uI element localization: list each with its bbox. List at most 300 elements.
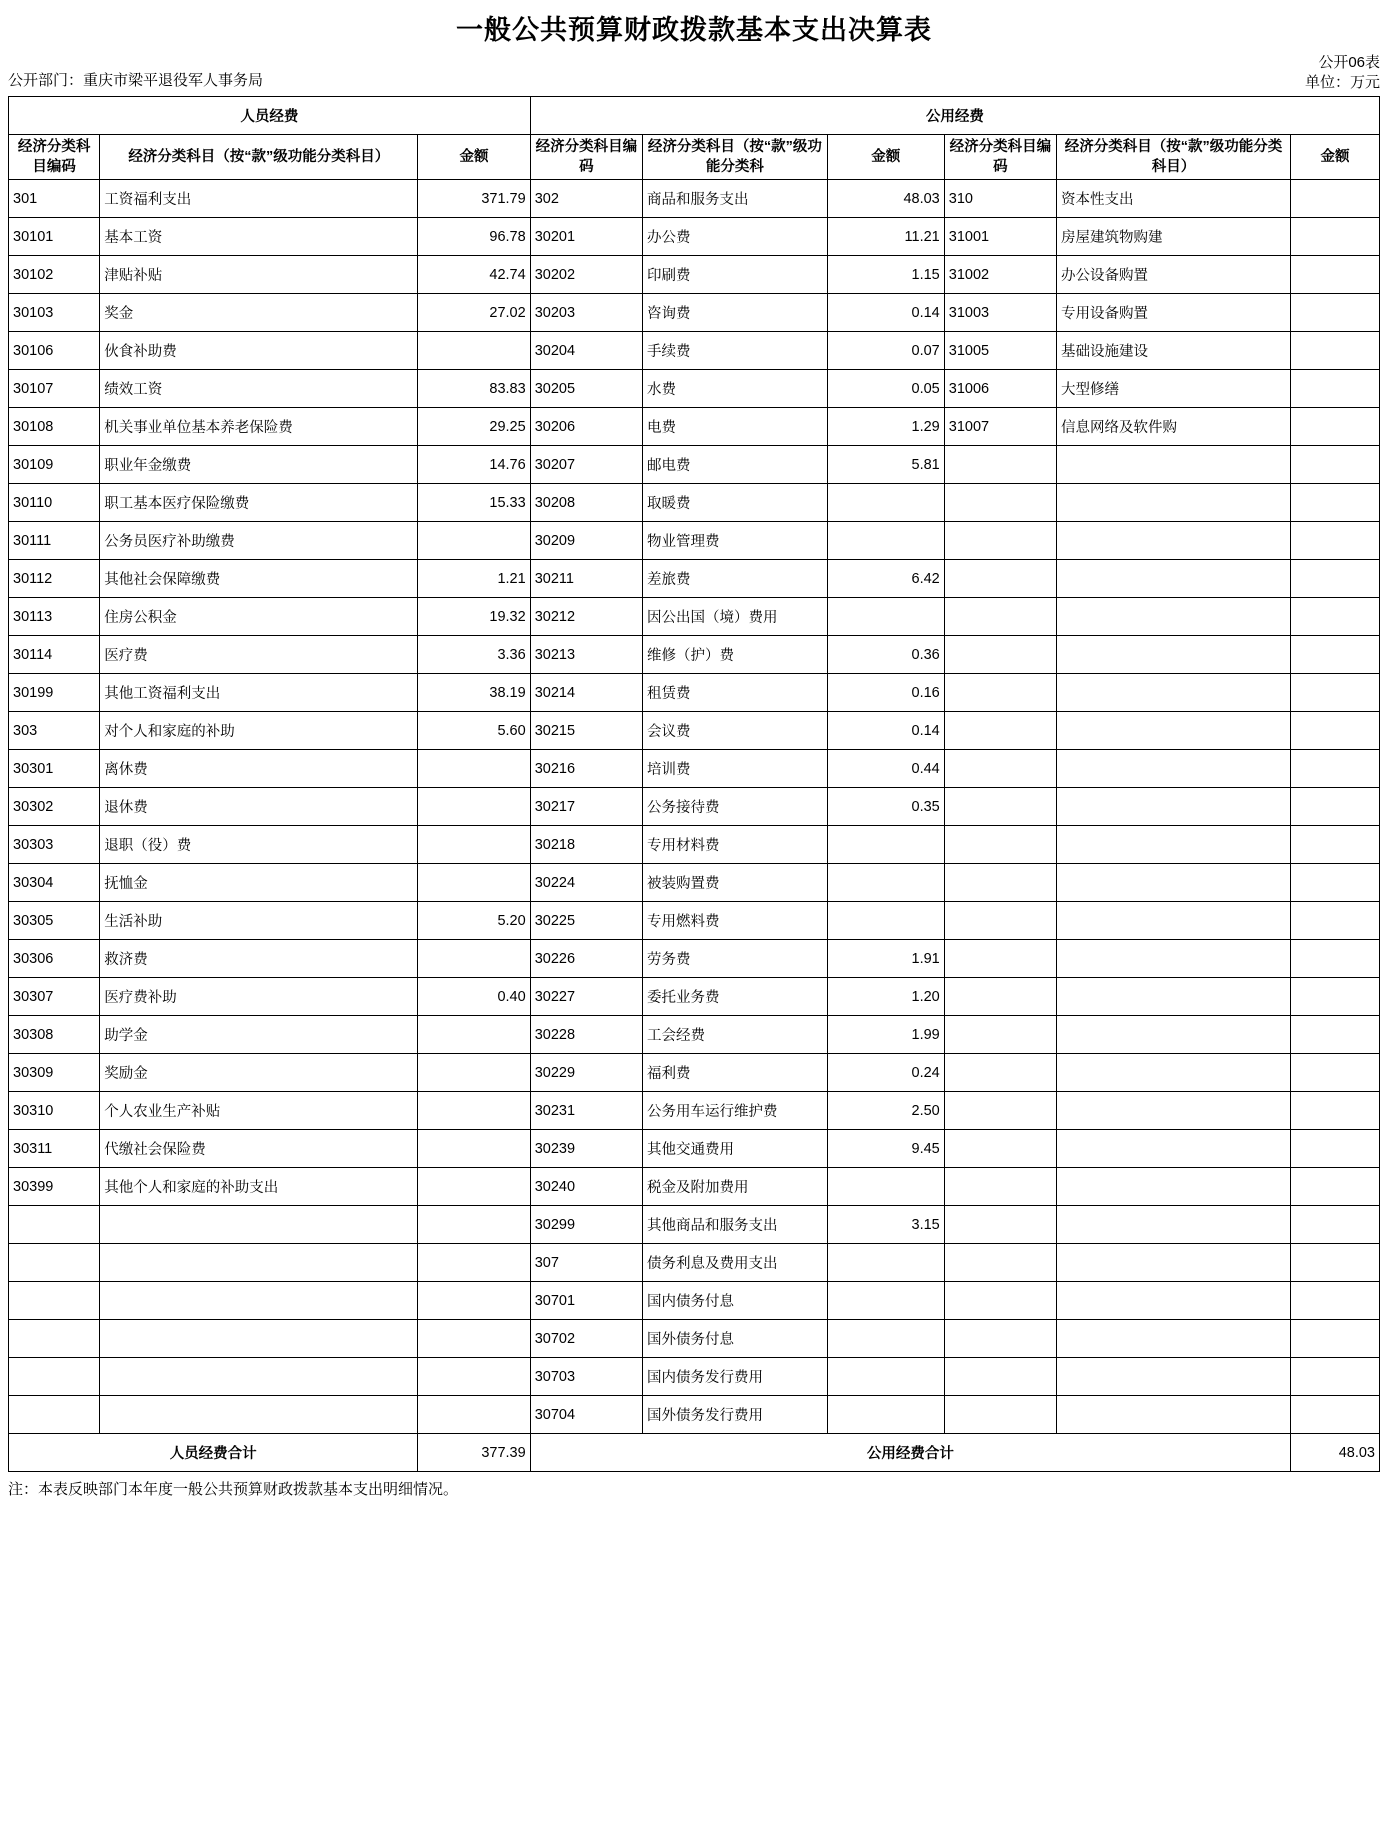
cell-subject-capital [1057,940,1291,978]
cell-subject-capital [1057,978,1291,1016]
header-code-1: 经济分类科目编码 [9,135,100,180]
cell-code-capital [944,864,1056,902]
cell-amount-capital [1290,674,1379,712]
cell-code-capital [944,940,1056,978]
header-code-2: 经济分类科目编码 [530,135,642,180]
table-row [9,636,1380,674]
cell-subject-public: 国外债务发行费用 [642,1396,827,1434]
cell-code-personnel: 30107 [9,370,100,408]
total-personnel-label: 人员经费合计 [9,1434,418,1472]
cell-amount-public [827,864,944,902]
cell-amount-public: 0.44 [827,750,944,788]
cell-amount-public [827,1282,944,1320]
cell-amount-public: 0.16 [827,674,944,712]
table-row [9,484,1380,522]
cell-code-personnel: 30114 [9,636,100,674]
cell-amount-public: 9.45 [827,1130,944,1168]
cell-amount-capital [1290,256,1379,294]
cell-code-personnel: 30304 [9,864,100,902]
table-row [9,1092,1380,1130]
cell-amount-personnel [418,1320,530,1358]
table-row [9,902,1380,940]
cell-subject-capital [1057,446,1291,484]
cell-code-public: 30208 [530,484,642,522]
cell-subject-capital [1057,1282,1291,1320]
cell-code-personnel: 30306 [9,940,100,978]
cell-subject-capital [1057,598,1291,636]
cell-amount-personnel: 42.74 [418,256,530,294]
cell-code-capital [944,1244,1056,1282]
cell-code-personnel: 30101 [9,218,100,256]
table-row [9,598,1380,636]
cell-subject-personnel: 其他工资福利支出 [100,674,418,712]
cell-amount-personnel: 29.25 [418,408,530,446]
table-row [9,978,1380,1016]
cell-code-capital [944,560,1056,598]
cell-subject-public: 培训费 [642,750,827,788]
cell-code-public: 30211 [530,560,642,598]
cell-amount-public: 3.15 [827,1206,944,1244]
table-row [9,1320,1380,1358]
cell-code-public: 30202 [530,256,642,294]
table-row [9,446,1380,484]
cell-amount-personnel: 0.40 [418,978,530,1016]
cell-code-personnel: 30113 [9,598,100,636]
cell-amount-personnel: 14.76 [418,446,530,484]
table-row [9,256,1380,294]
table-row [9,864,1380,902]
cell-amount-public: 1.15 [827,256,944,294]
table-row [9,788,1380,826]
cell-subject-public: 专用材料费 [642,826,827,864]
table-row [9,408,1380,446]
cell-code-personnel: 30302 [9,788,100,826]
cell-subject-public: 福利费 [642,1054,827,1092]
cell-amount-personnel [418,1016,530,1054]
cell-amount-personnel: 38.19 [418,674,530,712]
cell-code-capital [944,1282,1056,1320]
cell-subject-public: 公务接待费 [642,788,827,826]
cell-amount-public: 0.05 [827,370,944,408]
cell-subject-capital [1057,1130,1291,1168]
table-row [9,560,1380,598]
cell-subject-public: 办公费 [642,218,827,256]
cell-subject-capital: 基础设施建设 [1057,332,1291,370]
header-subject-1: 经济分类科目（按“款”级功能分类科目） [100,135,418,180]
meta-row [8,53,1380,93]
cell-subject-capital: 信息网络及软件购 [1057,408,1291,446]
cell-amount-public [827,522,944,560]
cell-code-public: 30703 [530,1358,642,1396]
cell-code-capital [944,902,1056,940]
dept-label: 公开部门：重庆市梁平退役军人事务局 [8,72,264,89]
header-amount-3: 金额 [1290,135,1379,180]
cell-subject-personnel: 其他个人和家庭的补助支出 [100,1168,418,1206]
cell-amount-personnel [418,750,530,788]
cell-amount-capital [1290,370,1379,408]
cell-amount-capital [1290,1092,1379,1130]
table-row [9,370,1380,408]
cell-amount-public: 0.36 [827,636,944,674]
cell-code-capital [944,484,1056,522]
cell-amount-public: 0.24 [827,1054,944,1092]
cell-amount-personnel [418,1130,530,1168]
header-amount-1: 金额 [418,135,530,180]
cell-code-personnel: 30106 [9,332,100,370]
group-public: 公用经费 [530,97,1379,135]
table-row [9,750,1380,788]
cell-amount-public: 1.99 [827,1016,944,1054]
cell-code-personnel: 30301 [9,750,100,788]
cell-code-capital [944,978,1056,1016]
cell-code-personnel [9,1358,100,1396]
cell-code-personnel: 30111 [9,522,100,560]
cell-subject-public: 税金及附加费用 [642,1168,827,1206]
cell-subject-capital [1057,1054,1291,1092]
cell-code-capital [944,1092,1056,1130]
cell-subject-capital: 资本性支出 [1057,180,1291,218]
cell-subject-personnel: 职业年金缴费 [100,446,418,484]
cell-subject-capital [1057,826,1291,864]
cell-subject-personnel: 工资福利支出 [100,180,418,218]
cell-amount-personnel [418,332,530,370]
cell-code-personnel: 30305 [9,902,100,940]
table-row [9,1054,1380,1092]
cell-code-public: 30214 [530,674,642,712]
cell-code-personnel: 30307 [9,978,100,1016]
cell-code-public: 30299 [530,1206,642,1244]
cell-code-public: 30704 [530,1396,642,1434]
cell-subject-public: 专用燃料费 [642,902,827,940]
cell-code-personnel: 30110 [9,484,100,522]
cell-amount-public: 0.35 [827,788,944,826]
cell-subject-capital [1057,1206,1291,1244]
cell-amount-public [827,1168,944,1206]
cell-subject-capital [1057,788,1291,826]
cell-amount-capital [1290,978,1379,1016]
cell-amount-capital [1290,408,1379,446]
cell-amount-personnel [418,826,530,864]
cell-subject-public: 物业管理费 [642,522,827,560]
cell-code-public: 30203 [530,294,642,332]
group-personnel: 人员经费 [9,97,531,135]
cell-amount-capital [1290,940,1379,978]
cell-amount-personnel: 83.83 [418,370,530,408]
cell-code-personnel [9,1396,100,1434]
cell-amount-capital [1290,1358,1379,1396]
table-row [9,1396,1380,1434]
cell-code-capital [944,636,1056,674]
cell-code-personnel [9,1244,100,1282]
cell-code-public: 30209 [530,522,642,560]
cell-subject-personnel: 医疗费补助 [100,978,418,1016]
cell-subject-personnel: 绩效工资 [100,370,418,408]
cell-code-capital [944,1358,1056,1396]
cell-subject-personnel: 代缴社会保险费 [100,1130,418,1168]
cell-amount-capital [1290,560,1379,598]
cell-code-capital: 31006 [944,370,1056,408]
cell-subject-public: 商品和服务支出 [642,180,827,218]
cell-code-personnel: 301 [9,180,100,218]
cell-subject-public: 劳务费 [642,940,827,978]
cell-amount-personnel [418,1396,530,1434]
cell-code-capital [944,674,1056,712]
cell-amount-capital [1290,1168,1379,1206]
cell-subject-public: 维修（护）费 [642,636,827,674]
cell-subject-personnel: 职工基本医疗保险缴费 [100,484,418,522]
cell-subject-personnel [100,1396,418,1434]
cell-amount-public [827,484,944,522]
cell-code-public: 30226 [530,940,642,978]
cell-amount-personnel: 27.02 [418,294,530,332]
header-amount-2: 金额 [827,135,944,180]
cell-amount-capital [1290,332,1379,370]
cell-amount-capital [1290,788,1379,826]
cell-subject-personnel: 退职（役）费 [100,826,418,864]
cell-subject-capital [1057,1396,1291,1434]
cell-subject-public: 水费 [642,370,827,408]
cell-code-capital [944,1320,1056,1358]
cell-subject-public: 因公出国（境）费用 [642,598,827,636]
cell-amount-public [827,1358,944,1396]
cell-code-personnel: 30308 [9,1016,100,1054]
cell-subject-public: 差旅费 [642,560,827,598]
cell-subject-personnel: 奖金 [100,294,418,332]
table-row [9,940,1380,978]
cell-amount-public: 1.29 [827,408,944,446]
cell-code-capital [944,522,1056,560]
cell-amount-capital [1290,598,1379,636]
cell-amount-capital [1290,446,1379,484]
cell-code-personnel [9,1320,100,1358]
table-row [9,1358,1380,1396]
cell-amount-public: 0.07 [827,332,944,370]
cell-amount-capital [1290,1396,1379,1434]
cell-code-personnel: 30109 [9,446,100,484]
cell-amount-public [827,826,944,864]
cell-code-capital [944,1130,1056,1168]
cell-code-capital [944,788,1056,826]
cell-amount-public: 1.20 [827,978,944,1016]
cell-subject-public: 邮电费 [642,446,827,484]
cell-subject-public: 被装购置费 [642,864,827,902]
cell-subject-personnel [100,1358,418,1396]
cell-subject-public: 会议费 [642,712,827,750]
cell-code-public: 302 [530,180,642,218]
cell-subject-public: 公务用车运行维护费 [642,1092,827,1130]
cell-code-personnel: 30108 [9,408,100,446]
footnote: 注：本表反映部门本年度一般公共预算财政拨款基本支出明细情况。 [8,1481,459,1498]
table-row [9,1244,1380,1282]
cell-subject-personnel: 医疗费 [100,636,418,674]
cell-subject-capital [1057,1168,1291,1206]
cell-code-capital [944,750,1056,788]
cell-subject-public: 国外债务付息 [642,1320,827,1358]
cell-subject-personnel: 住房公积金 [100,598,418,636]
total-personnel-value: 377.39 [418,1434,530,1472]
cell-subject-capital [1057,1320,1291,1358]
page-title: 一般公共预算财政拨款基本支出决算表 [456,15,932,45]
cell-subject-capital [1057,750,1291,788]
cell-amount-personnel [418,1244,530,1282]
group-header-row [9,97,1380,135]
cell-subject-public: 国内债务发行费用 [642,1358,827,1396]
cell-amount-public: 11.21 [827,218,944,256]
cell-code-capital: 31001 [944,218,1056,256]
cell-amount-public [827,902,944,940]
cell-code-public: 30228 [530,1016,642,1054]
cell-subject-personnel: 生活补助 [100,902,418,940]
cell-amount-capital [1290,826,1379,864]
cell-amount-capital [1290,180,1379,218]
header-code-3: 经济分类科目编码 [944,135,1056,180]
cell-code-capital [944,446,1056,484]
cell-code-personnel [9,1282,100,1320]
cell-amount-capital [1290,484,1379,522]
cell-code-public: 30239 [530,1130,642,1168]
cell-subject-capital [1057,1092,1291,1130]
cell-subject-capital: 大型修缮 [1057,370,1291,408]
cell-code-capital [944,1206,1056,1244]
cell-subject-capital [1057,484,1291,522]
cell-subject-public: 印刷费 [642,256,827,294]
cell-subject-personnel: 基本工资 [100,218,418,256]
cell-amount-capital [1290,522,1379,560]
cell-amount-personnel [418,1282,530,1320]
cell-amount-personnel: 19.32 [418,598,530,636]
cell-amount-public: 6.42 [827,560,944,598]
header-subject-2: 经济分类科目（按“款”级功能分类科 [642,135,827,180]
cell-code-public: 30213 [530,636,642,674]
table-row [9,180,1380,218]
cell-subject-personnel [100,1320,418,1358]
cell-code-personnel: 303 [9,712,100,750]
cell-code-personnel: 30303 [9,826,100,864]
cell-code-public: 30206 [530,408,642,446]
cell-amount-personnel: 15.33 [418,484,530,522]
cell-amount-personnel [418,1206,530,1244]
budget-table [8,96,1380,1472]
cell-code-public: 30240 [530,1168,642,1206]
cell-subject-capital [1057,1244,1291,1282]
cell-amount-capital [1290,1320,1379,1358]
cell-code-capital [944,1016,1056,1054]
cell-subject-capital: 办公设备购置 [1057,256,1291,294]
cell-amount-public: 2.50 [827,1092,944,1130]
cell-amount-public [827,598,944,636]
cell-subject-capital [1057,1016,1291,1054]
cell-amount-personnel [418,864,530,902]
cell-code-personnel [9,1206,100,1244]
cell-code-capital: 31002 [944,256,1056,294]
cell-code-capital: 31007 [944,408,1056,446]
cell-amount-personnel: 371.79 [418,180,530,218]
cell-subject-personnel: 其他社会保障缴费 [100,560,418,598]
table-row [9,712,1380,750]
cell-code-public: 30702 [530,1320,642,1358]
cell-code-capital [944,1054,1056,1092]
cell-code-public: 30227 [530,978,642,1016]
cell-subject-public: 取暖费 [642,484,827,522]
table-row [9,1168,1380,1206]
cell-code-public: 307 [530,1244,642,1282]
cell-code-public: 30218 [530,826,642,864]
cell-code-capital [944,598,1056,636]
cell-subject-public: 其他交通费用 [642,1130,827,1168]
cell-amount-capital [1290,1206,1379,1244]
cell-amount-public: 0.14 [827,294,944,332]
cell-code-personnel: 30309 [9,1054,100,1092]
cell-amount-personnel [418,940,530,978]
cell-amount-public: 48.03 [827,180,944,218]
meta-right [1305,53,1380,93]
table-row [9,1282,1380,1320]
cell-subject-public: 工会经费 [642,1016,827,1054]
cell-code-public: 30212 [530,598,642,636]
cell-code-public: 30229 [530,1054,642,1092]
cell-code-public: 30201 [530,218,642,256]
cell-code-personnel: 30311 [9,1130,100,1168]
cell-subject-personnel: 伙食补助费 [100,332,418,370]
cell-amount-personnel: 1.21 [418,560,530,598]
cell-amount-personnel [418,1358,530,1396]
cell-subject-personnel: 奖励金 [100,1054,418,1092]
cell-subject-personnel [100,1206,418,1244]
cell-code-public: 30231 [530,1092,642,1130]
cell-amount-public: 0.14 [827,712,944,750]
cell-code-public: 30215 [530,712,642,750]
cell-subject-capital [1057,560,1291,598]
cell-code-public: 30224 [530,864,642,902]
cell-code-capital: 31003 [944,294,1056,332]
table-row [9,218,1380,256]
cell-subject-personnel: 个人农业生产补贴 [100,1092,418,1130]
cell-amount-capital [1290,1054,1379,1092]
cell-amount-personnel [418,1168,530,1206]
cell-code-public: 30207 [530,446,642,484]
cell-code-public: 30216 [530,750,642,788]
cell-amount-personnel: 5.60 [418,712,530,750]
form-number: 公开06表 [1318,54,1380,71]
cell-code-personnel: 30310 [9,1092,100,1130]
cell-amount-capital [1290,294,1379,332]
header-subject-3: 经济分类科目（按“款”级功能分类科目） [1057,135,1291,180]
cell-subject-public: 其他商品和服务支出 [642,1206,827,1244]
cell-subject-capital [1057,864,1291,902]
cell-subject-public: 国内债务付息 [642,1282,827,1320]
cell-amount-public: 5.81 [827,446,944,484]
table-row [9,1016,1380,1054]
cell-amount-capital [1290,902,1379,940]
cell-code-personnel: 30102 [9,256,100,294]
cell-subject-personnel: 津贴补贴 [100,256,418,294]
cell-amount-capital [1290,218,1379,256]
cell-subject-capital [1057,674,1291,712]
table-row [9,522,1380,560]
cell-subject-personnel: 离休费 [100,750,418,788]
cell-amount-personnel [418,788,530,826]
totals-row [9,1434,1380,1472]
cell-amount-personnel: 96.78 [418,218,530,256]
cell-subject-capital: 专用设备购置 [1057,294,1291,332]
cell-code-capital [944,712,1056,750]
table-row [9,674,1380,712]
column-header-row [9,135,1380,180]
cell-code-capital: 310 [944,180,1056,218]
cell-code-personnel: 30103 [9,294,100,332]
table-row [9,1130,1380,1168]
cell-subject-personnel: 对个人和家庭的补助 [100,712,418,750]
